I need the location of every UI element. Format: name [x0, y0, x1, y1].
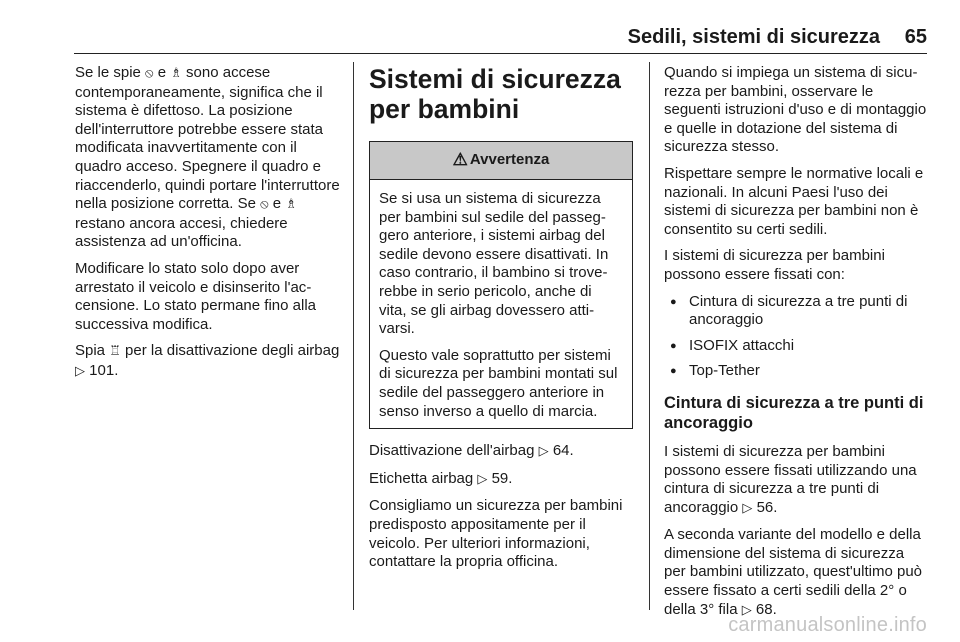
passenger-airbag-off-icon: ♖	[109, 344, 121, 360]
paragraph: Quando si impiega un sistema di sicurezza per bambini, osservare le seguenti istruzioni d'uso e di montaggio e quelle in dotazione del sistema di sicurezza stesso.	[664, 64, 927, 156]
paragraph: I sistemi di sicurezza per bambini possono essere fissati utilizzando una cintura di sicurezza a tre punti di ancoraggio ▷ 56.	[664, 442, 917, 516]
watermark: carmanualsonline.info	[728, 614, 927, 636]
column-1	[75, 64, 347, 390]
warning-title: Avvertenza	[469, 151, 550, 169]
page-reference-arrow-icon: ▷	[742, 500, 753, 516]
paragraph: Questo vale soprattutto per sistemi di sicurezza per bambini montati sul sedile del passeggero anteriore in senso inverso a quello di marcia.	[379, 346, 618, 420]
page-reference[interactable]: 101.	[89, 361, 119, 379]
paragraph: Spia ♖ per la disattivazione degli airbag ▷ 101.	[75, 342, 340, 379]
warning-triangle-icon: ⚠	[452, 150, 468, 170]
paragraph: Etichetta airbag ▷ 59.	[369, 469, 513, 487]
paragraph: Rispettare sempre le normative locali e nazionali. In alcuni Paesi l'uso dei sistemi di sicurezza per bambini non è consentito su certi sedili.	[664, 164, 924, 238]
list-item: ● ISOFIX attacchi	[664, 337, 928, 356]
header-divider	[74, 53, 927, 54]
warning-box	[369, 141, 633, 429]
warning-header	[370, 142, 632, 180]
paragraph: I sistemi di sicurezza per bambini possono essere fissati con:	[664, 247, 885, 283]
warning-body	[370, 180, 632, 428]
paragraph: Modificare lo stato solo dopo aver arrestato il veicolo e disinserito l'accensione. Lo stato permane fino alla successiva modifica.	[75, 259, 316, 333]
column-3	[664, 64, 928, 628]
subsection-heading: Cintura di sicurezza a tre punti di ancoraggio	[664, 393, 924, 432]
page-reference[interactable]: 68.	[755, 600, 777, 618]
page-reference-arrow-icon: ▷	[538, 444, 549, 460]
paragraph: Se le spie ⦸ e ♗ sono accese contemporaneamente, significa che il sistema è difettoso. La posizione dell'interruttore potrebbe essere stata modificata inavvertitamente con il quadro acceso. Spegnere il quadro e riaccenderlo, quindi portare l'interruttore nella posizione corretta. Se ⦸ e ♗ restano ancora accesi, chiedere assistenza ad un'officina.	[75, 64, 340, 251]
page-reference[interactable]: 56.	[756, 498, 778, 516]
paragraph: Disattivazione dell'airbag ▷ 64.	[369, 442, 574, 460]
page-reference[interactable]: 64.	[552, 442, 574, 460]
bullet-list	[664, 293, 928, 381]
list-item: ● Cintura di sicurezza a tre punti di ancoraggio	[664, 293, 928, 330]
page-reference-arrow-icon: ▷	[477, 471, 488, 487]
seatbelt-warning-icon: ⦸	[260, 197, 269, 213]
page-reference-arrow-icon: ▷	[75, 363, 85, 379]
paragraph: A seconda variante del modello e della dimensione del sistema di sicurezza per bambini utilizzato, quest'ultimo può essere fissato a certi sedili della 2° o della 3° fila ▷ 68.	[664, 526, 923, 618]
column-divider	[649, 62, 650, 610]
page-number: 65	[904, 26, 927, 48]
column-2	[369, 64, 633, 580]
airbag-warning-icon: ♗	[170, 66, 182, 81]
paragraph: Se si usa un sistema di sicurezza per bambini sul sedile del passeggero anteriore, i sistemi airbag del sedile devono essere disattivati. In caso contrario, il bambino si troverebbe in serio pericolo, anche di vita, se gli airbag dovessero attivarsi.	[379, 190, 609, 338]
section-heading: Sistemi di sicurezza per bambini	[369, 64, 621, 124]
seatbelt-warning-icon: ⦸	[145, 66, 154, 81]
column-divider	[353, 62, 354, 610]
page-reference[interactable]: 59.	[491, 469, 513, 487]
page-reference-arrow-icon: ▷	[741, 602, 752, 618]
list-item: ● Top-Tether	[664, 362, 928, 381]
section-title: Sedili, sistemi di sicurezza	[627, 26, 880, 48]
paragraph: Consigliamo un sicurezza per bambini predisposto appositamente per il veicolo. Per ulteriori informazioni, contattare la propria officina.	[369, 497, 623, 571]
airbag-warning-icon: ♗	[285, 197, 297, 213]
